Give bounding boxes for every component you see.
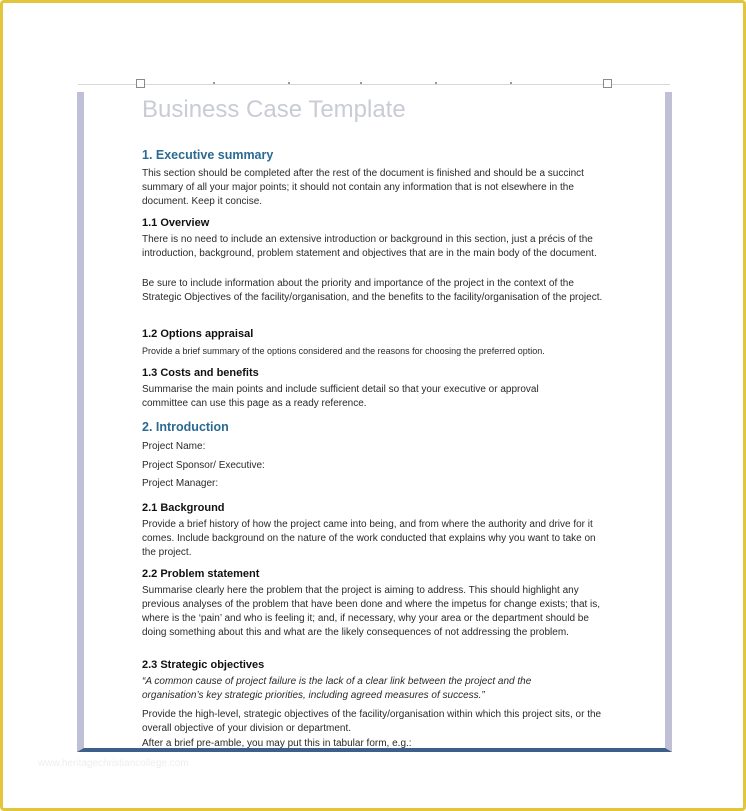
subsection-heading-options-appraisal: 1.2 Options appraisal [142,328,254,340]
subsection-heading-overview: 1.1 Overview [142,217,210,229]
subsection-heading-costs-benefits: 1.3 Costs and benefits [142,367,259,379]
subsection-heading-problem-statement: 2.2 Problem statement [142,568,260,580]
document-title: Business Case Template [142,96,406,123]
project-name-label: Project Name: [142,441,206,452]
background-text: Provide a brief history of how the project came into being, and from where the authority and drive for it comes. Include background on the nature of the work conducted that explains why you want to take on the project. [142,519,596,558]
document-page [77,92,672,752]
ruler-tick [288,82,290,84]
indent-marker[interactable] [136,79,145,88]
options-appraisal-text: Provide a brief summary of the options considered and the reasons for choosing the preferred option. [142,346,545,356]
section-heading-executive-summary: 1. Executive summary [142,148,274,162]
project-manager-label: Project Manager: [142,478,219,489]
ruler-tick [510,82,512,84]
ruler-tick [213,82,215,84]
costs-benefits-text: Summarise the main points and include sufficient detail so that your executive or approval committee can use this page as a ready reference. [142,384,539,409]
ruler-tick [360,82,362,84]
subsection-heading-strategic-objectives: 2.3 Strategic objectives [142,659,265,671]
ruler-tick [435,82,437,84]
overview-text-1: There is no need to include an extensive introduction or background in this section, just a précis of the introduction, background, problem statement and objectives that are in the main body of the document. [142,234,597,259]
overview-text-2: Be sure to include information about the priority and importance of the project in the context of the Strategic Objectives of the facility/organisation, and the benefits to the facility/organisation of the project. [142,278,603,303]
strategic-objectives-quote: “A common cause of project failure is the lack of a clear link between the project and the organisation’s key strategic priorities, including agreed measures of success.” [142,676,532,701]
watermark: www.heritagechristiancollege.com [38,758,189,769]
section-heading-introduction: 2. Introduction [142,420,229,434]
strategic-objectives-text: Provide the high-level, strategic objectives of the facility/organisation within which this project sits, or the overall objective of your division or department. [142,709,602,734]
subsection-heading-background: 2.1 Background [142,502,225,514]
problem-statement-text: Summarise clearly here the problem that the project is aiming to address. This should highlight any previous analyses of the problem that have been done and where the impetus for change exists; that is, where is the ‘pain’ and who is feeling it; and, if necessary, why your area or the department should be doing something about this and what are the likely consequences of not addressing the problem. [142,585,601,638]
ruler [78,84,670,89]
executive-summary-text: This section should be completed after the rest of the document is finished and should be a succinct summary of all your major points; it should not contain any information that is not elsewhere in the document. Keep it concise. [142,168,584,207]
project-sponsor-label: Project Sponsor/ Executive: [142,460,265,471]
right-indent-marker[interactable] [603,79,612,88]
strategic-objectives-text-2: After a brief pre-amble, you may put this in tabular form, e.g.: [142,738,412,749]
